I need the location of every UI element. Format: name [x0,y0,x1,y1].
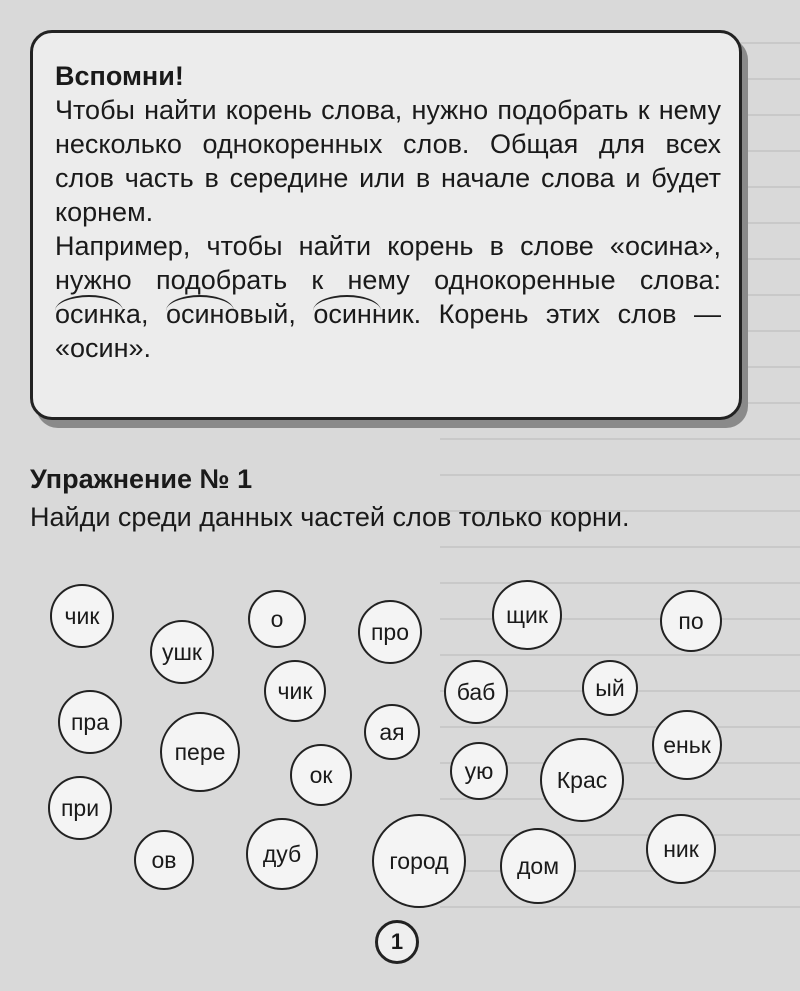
word-part-circle[interactable]: ую [450,742,508,800]
remember-paragraph-2: Например, чтобы найти корень в слове «осина», нужно подобрать к нему однокоренные слова: осинка, осиновый, осинник. Корень этих слов — «осин». [55,231,721,363]
word-part-circle[interactable]: про [358,600,422,664]
word-part-circle[interactable]: ый [582,660,638,716]
word-part-circle[interactable]: ок [290,744,352,806]
remember-paragraph-2-intro: Например, чтобы найти корень в слове «осина», нужно подобрать к нему однокоренные слова: [55,231,721,295]
example-word-osinovy: осиновый [165,299,289,329]
remember-box [30,30,742,420]
word-part-circle[interactable]: щик [492,580,562,650]
word-part-circle[interactable]: чик [264,660,326,722]
word-part-circle[interactable]: пере [160,712,240,792]
word-part-circle[interactable]: чик [50,584,114,648]
word-part-circle[interactable]: пра [58,690,122,754]
word-part-circle[interactable]: ая [364,704,420,760]
word-part-circle[interactable]: баб [444,660,508,724]
word-part-circle[interactable]: по [660,590,722,652]
remember-paragraph-2-outro: . Корень этих слов — «осин». [55,299,721,363]
word-part-circle[interactable]: дуб [246,818,318,890]
exercise-task: Найди среди данных частей слов только корни. [30,502,630,532]
word-part-circle[interactable]: о [248,590,306,648]
remember-title: Вспомни! [55,61,184,91]
word-part-circle[interactable]: дом [500,828,576,904]
exercise-title: Упражнение № 1 [30,464,253,494]
example-word-osinnik: осинник [313,299,414,329]
word-part-circle[interactable]: еньк [652,710,722,780]
word-part-circle[interactable]: город [372,814,466,908]
page-number: 1 [375,920,419,964]
word-part-circle[interactable]: ушк [150,620,214,684]
word-part-circle[interactable]: ник [646,814,716,884]
example-word-osinka: осинка [55,299,141,329]
word-part-circle[interactable]: ов [134,830,194,890]
remember-text [55,93,721,365]
word-part-circle[interactable]: Крас [540,738,624,822]
word-part-circle[interactable]: при [48,776,112,840]
remember-paragraph-1: Чтобы найти корень слова, нужно подобрать к нему несколько однокоренных слов. Общая для всех слов часть в середине или в начале слова и будет корнем. [55,95,721,227]
